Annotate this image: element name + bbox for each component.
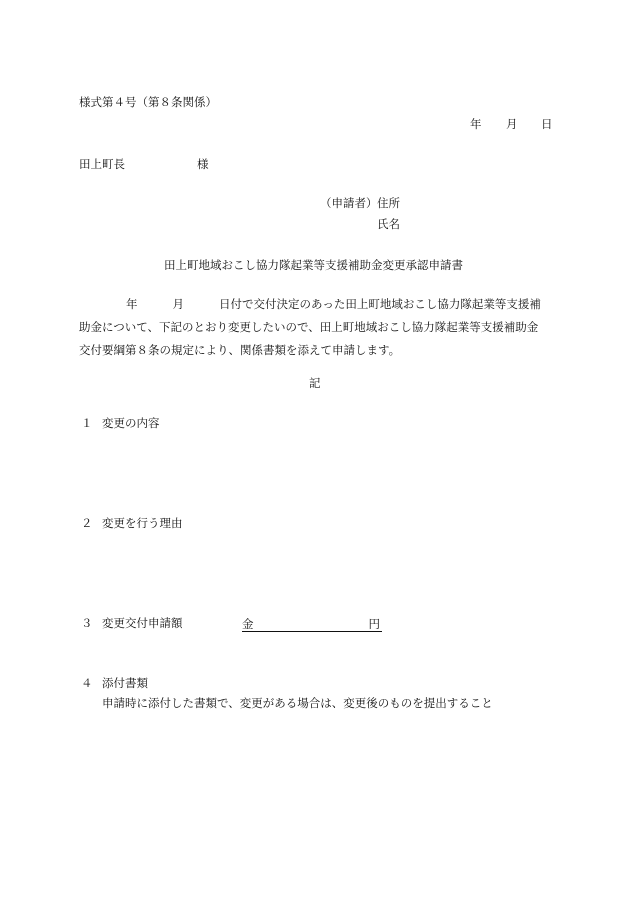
amount-suffix: 円	[368, 617, 380, 631]
item-2-label: 変更を行う理由	[102, 516, 183, 530]
addressee-name: 田上町長	[79, 157, 125, 171]
amount-field[interactable]	[242, 616, 382, 632]
amount-prefix: 金	[242, 617, 254, 631]
date-month-label: 月	[506, 117, 518, 131]
body-line-1	[79, 293, 557, 316]
addressee-honorific: 様	[197, 157, 209, 171]
body-line-1-text: 日付で交付決定のあった田上町地域おこし協力隊起業等支援補	[219, 297, 541, 311]
body-line-3: 交付要綱第８条の規定により、関係書類を添えて申請します。	[79, 343, 401, 357]
applicant-label: （申請者）	[320, 196, 378, 210]
item-4-note: 申請時に添付した書類で、変更がある場合は、変更後のものを提出すること	[102, 696, 493, 710]
item-3-label: 変更交付申請額	[102, 616, 183, 630]
item-4-number: ４	[81, 676, 93, 690]
body-line-2: 助金について、下記のとおり変更したいので、田上町地域おこし協力隊起業等支援補助金	[79, 320, 539, 334]
date-year-label: 年	[470, 117, 482, 131]
body-year-label: 年	[126, 297, 138, 311]
document-title: 田上町地域おこし協力隊起業等支援補助金変更承認申請書	[164, 258, 463, 272]
item-1-label: 変更の内容	[102, 416, 160, 430]
item-4-label: 添付書類	[102, 676, 148, 690]
ki-heading: 記	[309, 376, 321, 390]
applicant-address-label: 住所	[377, 196, 400, 210]
body-paragraph	[79, 293, 557, 362]
item-3-number: ３	[81, 616, 93, 630]
body-month-label: 月	[172, 297, 184, 311]
applicant-name-label: 氏名	[377, 217, 400, 231]
item-1-number: １	[81, 416, 93, 430]
form-number: 様式第４号（第８条関係）	[79, 95, 217, 109]
item-2-number: ２	[81, 516, 93, 530]
date-day-label: 日	[541, 117, 553, 131]
